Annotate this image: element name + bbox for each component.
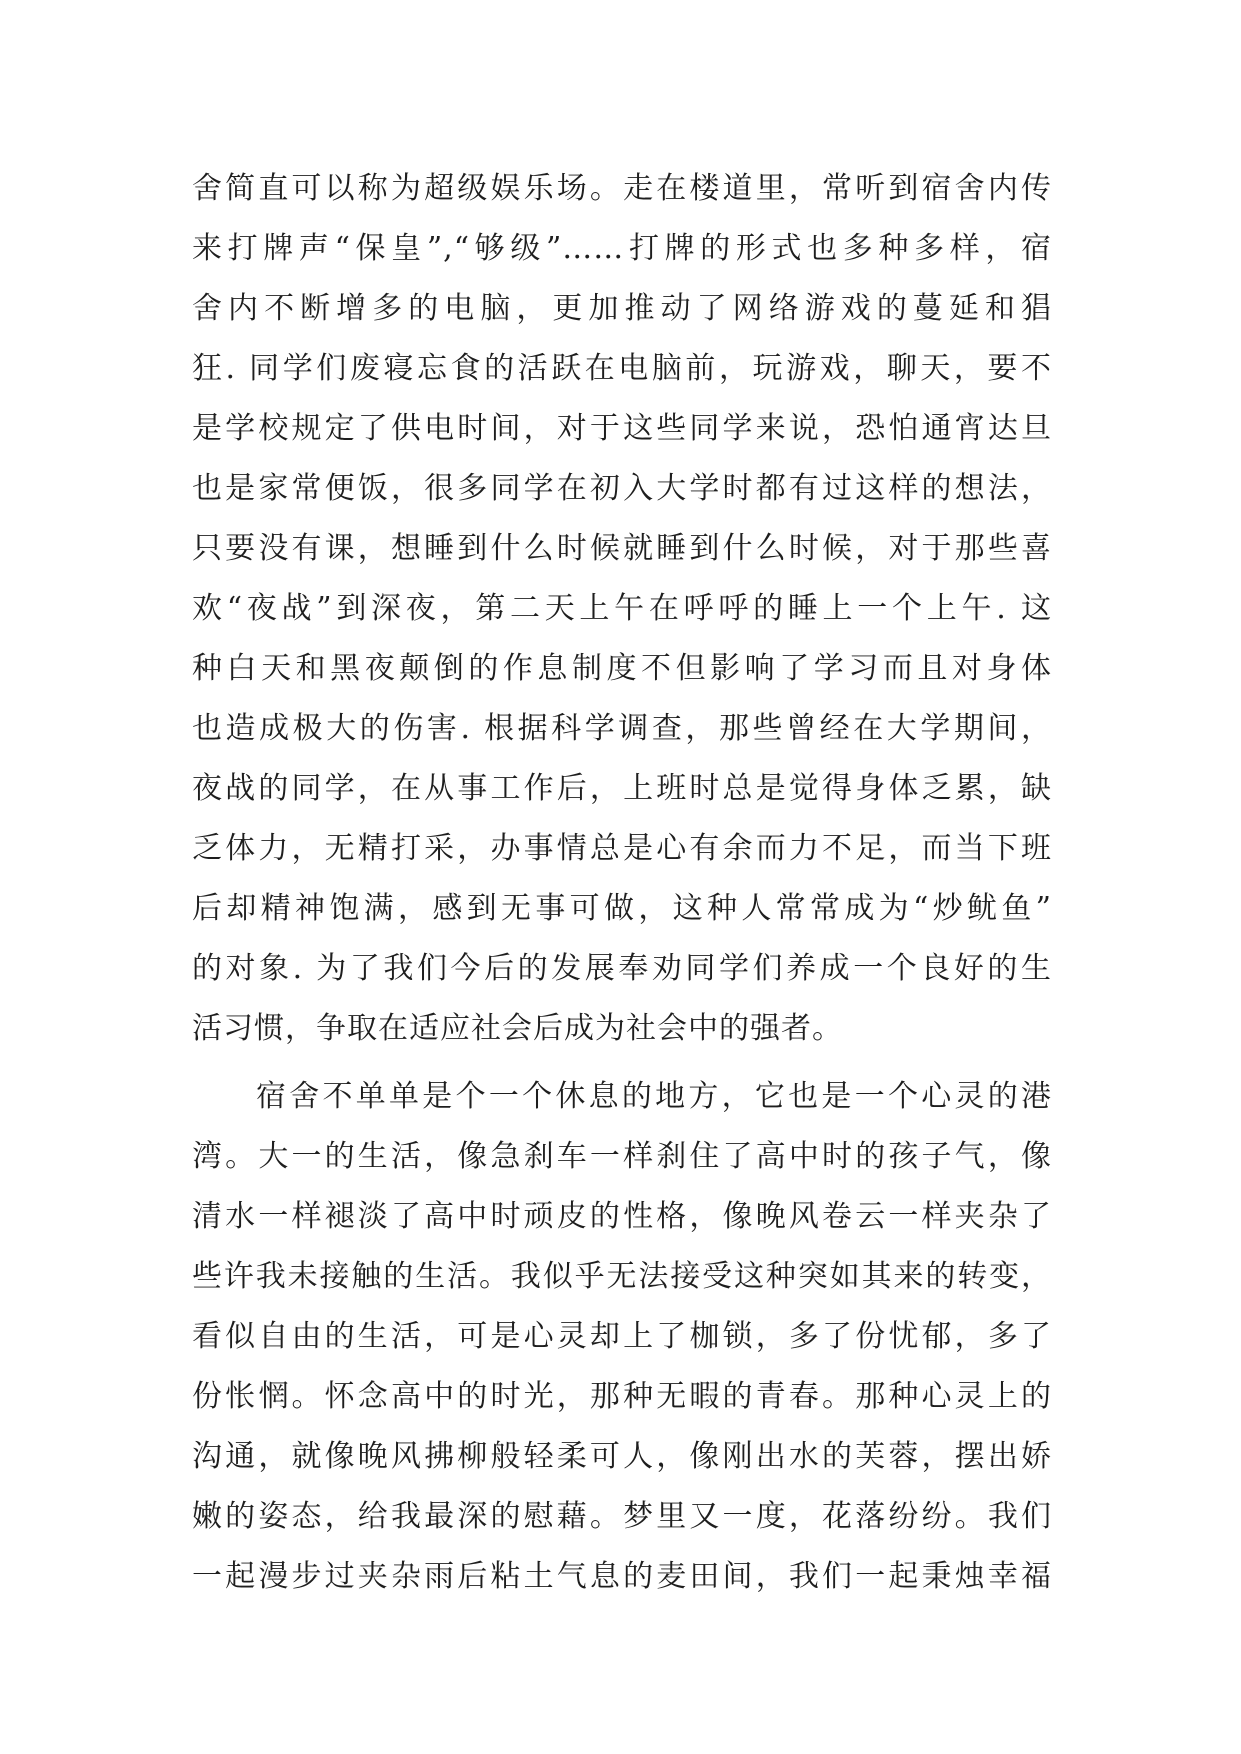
text-line: 也造成极大的伤害. 根据科学调查，那些曾经在大学期间， (192, 711, 1052, 746)
text-line: 狂. 同学们废寝忘食的活跃在电脑前，玩游戏，聊天，要不 (192, 351, 1052, 386)
text-line: 清水一样褪淡了高中时顽皮的性格，像晚风卷云一样夹杂了 (192, 1199, 1052, 1234)
text-line: 只要没有课，想睡到什么时候就睡到什么时候，对于那些喜 (192, 531, 1052, 566)
text-line: 看似自由的生活，可是心灵却上了枷锁，多了份忧郁，多了 (192, 1319, 1052, 1354)
text-line: 后却精神饱满，感到无事可做，这种人常常成为“炒鱿鱼” (192, 891, 1052, 926)
text-line: 份怅惘。怀念高中的时光，那种无暇的青春。那种心灵上的 (192, 1379, 1052, 1414)
text-line: 嫩的姿态，给我最深的慰藉。梦里又一度，花落纷纷。我们 (192, 1499, 1052, 1534)
text-line: 欢“夜战”到深夜，第二天上午在呼呼的睡上一个上午. 这 (192, 591, 1052, 626)
text-line: 舍内不断增多的电脑，更加推动了网络游戏的蔓延和猖 (192, 291, 1052, 326)
text-line: 些许我未接触的生活。我似乎无法接受这种突如其来的转变， (192, 1259, 1052, 1294)
paragraph-gap (192, 1059, 1052, 1067)
text-line: 活习惯，争取在适应社会后成为社会中的强者。 (192, 1011, 843, 1046)
text-line: 湾。大一的生活，像急刹车一样刹住了高中时的孩子气，像 (192, 1139, 1052, 1174)
paragraph-2 (192, 1067, 1052, 1607)
text-line: 种白天和黑夜颠倒的作息制度不但影响了学习而且对身体 (192, 651, 1052, 686)
body-text (192, 159, 1052, 1607)
text-line: 夜战的同学，在从事工作后，上班时总是觉得身体乏累，缺 (192, 771, 1052, 806)
text-line: 是学校规定了供电时间，对于这些同学来说，恐怕通宵达旦 (192, 411, 1052, 446)
text-line: 一起漫步过夹杂雨后粘土气息的麦田间，我们一起秉烛幸福 (192, 1559, 1052, 1594)
text-line: 也是家常便饭，很多同学在初入大学时都有过这样的想法， (192, 471, 1052, 506)
text-line: 沟通，就像晚风拂柳般轻柔可人，像刚出水的芙蓉，摆出娇 (192, 1439, 1052, 1474)
paragraph-1 (192, 159, 1052, 1059)
text-line: 宿舍不单单是个一个休息的地方，它也是一个心灵的港 (256, 1079, 1052, 1114)
text-line: 乏体力，无精打采，办事情总是心有余而力不足，而当下班 (192, 831, 1052, 866)
text-line: 舍简直可以称为超级娱乐场。走在楼道里，常听到宿舍内传 (192, 171, 1052, 206)
text-line: 来打牌声“保皇”,“够级”……打牌的形式也多种多样，宿 (192, 231, 1052, 266)
text-line: 的对象. 为了我们今后的发展奉劝同学们养成一个良好的生 (192, 951, 1052, 986)
